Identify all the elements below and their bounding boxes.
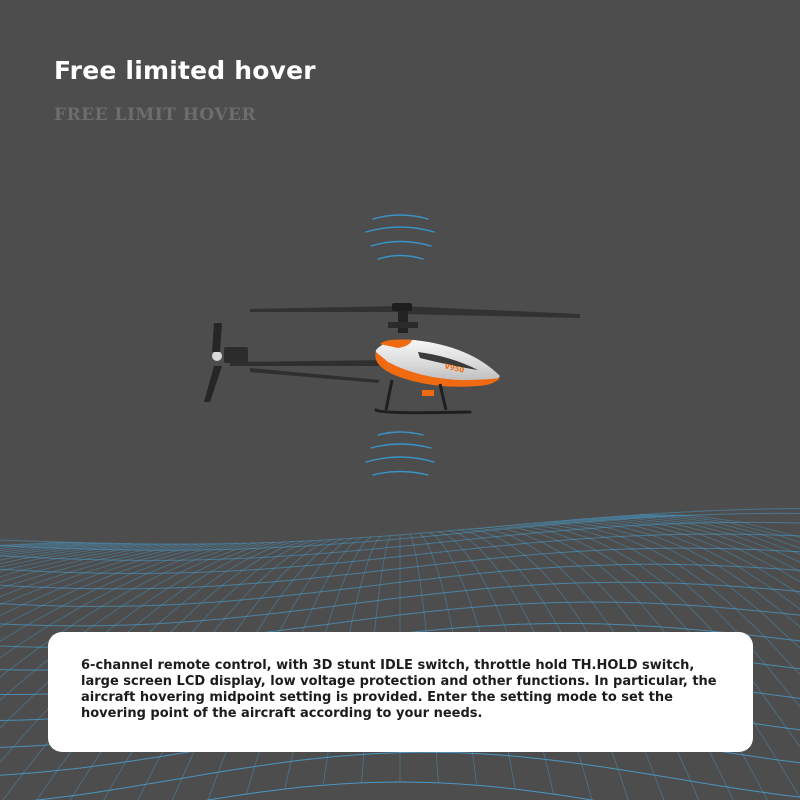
grid-line [0,782,800,800]
page-title: Free limited hover [54,56,316,85]
description-text: 6-channel remote control, with 3D stunt IDLE switch, throttle hold TH.HOLD switch, large screen LCD display, low voltage protection and other functions. In particular, the aircraft hovering midpoint setting is provided. Enter the setting mode to set the hovering point of the aircraft according to your needs. [81,658,717,721]
page-subtitle: FREE LIMIT HOVER [54,105,257,125]
signal-arcs-top [366,215,434,259]
helicopter-illustration [204,303,580,413]
signal-arcs-bottom [366,432,434,475]
model-label: V950 [443,362,465,375]
description-card [48,632,753,752]
